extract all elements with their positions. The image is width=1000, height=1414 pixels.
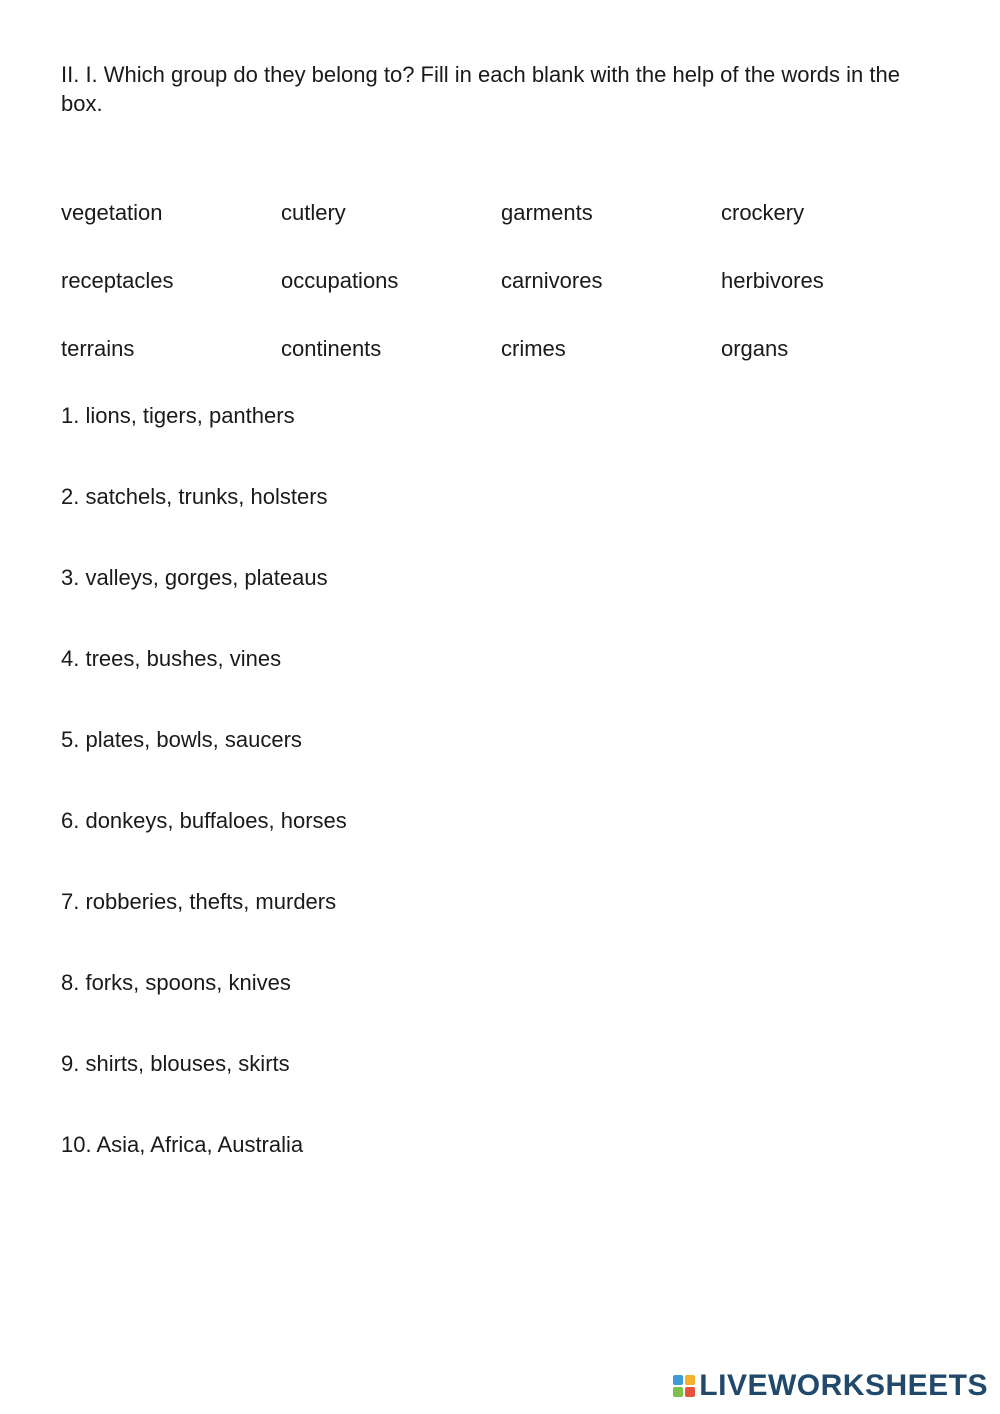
- question-item: [61, 1048, 941, 1129]
- word-option: receptacles: [61, 268, 174, 293]
- question-text: 4. trees, bushes, vines: [61, 646, 282, 671]
- question-item: [61, 481, 941, 562]
- answer-blank[interactable]: [371, 805, 635, 837]
- question-text: 9. shirts, blouses, skirts: [61, 1051, 290, 1076]
- question-text: 7. robberies, thefts, murders: [61, 889, 337, 914]
- answer-blank[interactable]: [315, 967, 579, 999]
- question-text: 8. forks, spoons, knives: [61, 970, 291, 995]
- question-list: [61, 400, 941, 1210]
- word-box: [61, 197, 941, 401]
- word-option: occupations: [281, 268, 399, 293]
- question-text: 1. lions, tigers, panthers: [61, 403, 295, 428]
- answer-blank[interactable]: [305, 643, 569, 675]
- logo-icon: [673, 1375, 695, 1397]
- word-option: organs: [721, 336, 789, 361]
- word-option: garments: [501, 200, 593, 225]
- question-text: 6. donkeys, buffaloes, horses: [61, 808, 347, 833]
- answer-blank[interactable]: [326, 724, 590, 756]
- question-item: [61, 1129, 941, 1210]
- logo-text: LIVEWORKSHEETS: [699, 1369, 988, 1402]
- liveworksheets-logo: [673, 1368, 988, 1404]
- question-item: [61, 562, 941, 643]
- word-option: cutlery: [281, 200, 346, 225]
- logo-square: [685, 1375, 695, 1385]
- word-option: terrains: [61, 336, 135, 361]
- question-text: 2. satchels, trunks, holsters: [61, 484, 328, 509]
- question-text: 3. valleys, gorges, plateaus: [61, 565, 328, 590]
- word-option: continents: [281, 336, 382, 361]
- logo-square: [685, 1387, 695, 1397]
- question-item: [61, 886, 941, 967]
- word-option: vegetation: [61, 200, 163, 225]
- question-item: [61, 805, 941, 886]
- answer-blank[interactable]: [319, 400, 583, 432]
- word-box-row: [61, 333, 941, 401]
- answer-blank[interactable]: [352, 481, 616, 513]
- question-text: 5. plates, bowls, saucers: [61, 727, 302, 752]
- answer-blank[interactable]: [327, 1129, 591, 1161]
- question-item: [61, 400, 941, 481]
- word-option: crockery: [721, 200, 805, 225]
- word-option: carnivores: [501, 268, 603, 293]
- question-item: [61, 967, 941, 1048]
- word-option: herbivores: [721, 268, 824, 293]
- answer-blank[interactable]: [360, 886, 624, 918]
- instructions-text: II. I. Which group do they belong to? Fill in each blank with the help of the words in the box.: [61, 62, 900, 116]
- question-item: [61, 724, 941, 805]
- word-option: crimes: [501, 336, 566, 361]
- word-box-row: [61, 265, 941, 333]
- logo-square: [673, 1375, 683, 1385]
- question-text: 10. Asia, Africa, Australia: [61, 1132, 304, 1157]
- logo-square: [673, 1387, 683, 1397]
- question-item: [61, 643, 941, 724]
- answer-blank[interactable]: [352, 562, 616, 594]
- answer-blank[interactable]: [314, 1048, 578, 1080]
- word-box-row: [61, 197, 941, 265]
